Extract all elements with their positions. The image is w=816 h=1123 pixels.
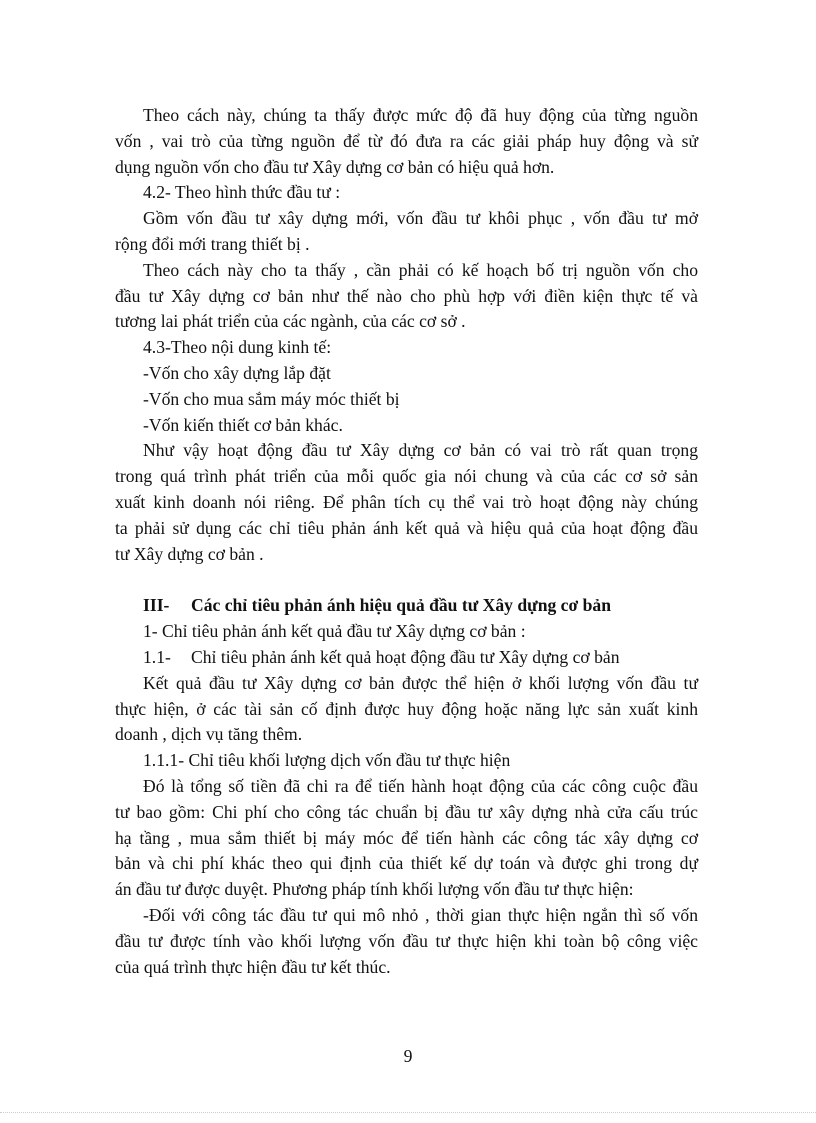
list-item: -Vốn cho mua sắm máy móc thiết bị [143,388,400,409]
paragraph-line: Kết quả đầu tư Xây dựng cơ bản được thể hiện ở khối lượng vốn đầu tư [143,672,698,693]
paragraph-line: bản và chi phí khác theo qui định của thiết kế dự toán và được ghi trong dự [115,853,698,874]
paragraph-line: doanh , dịch vụ tăng thêm. [115,724,303,745]
subheading-1-1-1: 1.1.1- Chỉ tiêu khối lượng dịch vốn đầu tư thực hiện [143,750,511,771]
page-body [115,103,698,980]
paragraph-line: đầu tư Xây dựng cơ bản như thế nào cho phù hợp với điền kiện thực tế và [115,285,698,306]
paragraph-line: trong quá trình phát triển của mỗi quốc gia nói chung và của các cơ sở sản [115,466,698,487]
paragraph-line: -Đối với công tác đầu tư qui mô nhỏ , thời gian thực hiện ngắn thì số vốn [143,904,698,925]
paragraph-line: rộng đổi mới trang thiết bị . [115,233,310,254]
paragraph-line: Theo cách này, chúng ta thấy được mức độ đã huy động của từng nguồn [143,105,698,125]
paragraph-line: Gồm vốn đầu tư xây dựng mới, vốn đầu tư khôi phục , vốn đầu tư mở [143,208,698,229]
subheading-1-1 [143,645,698,671]
subheading-title: Chỉ tiêu phản ánh kết quả hoạt động đầu tư Xây dựng cơ bản [191,646,620,667]
paragraph-line: tương lai phát triển của các ngành, của các cơ sở . [115,311,466,332]
list-item: -Vốn cho xây dựng lắp đặt [143,362,331,383]
paragraph-line: án đầu tư được duyệt. Phương pháp tính khối lượng vốn đầu tư thực hiện: [115,879,634,900]
paragraph-line: hạ tầng , mua sắm thiết bị máy móc để tiến hành các công tác xây dựng cơ [115,827,698,848]
paragraph-line: tư Xây dựng cơ bản . [115,543,264,564]
paragraph-line: Theo cách này cho ta thấy , cần phải có kế hoạch bố trị nguồn vốn cho [143,259,698,280]
page-bottom-border [0,1112,816,1113]
page-number: 9 [403,1046,413,1066]
subheading-number: 1.1- [143,646,171,667]
section-title: Các chỉ tiêu phản ánh hiệu quả đầu tư Xây dựng cơ bản [191,595,611,616]
paragraph-line: thực hiện, ở các tài sản cố định được huy động hoặc năng lực sản xuất kinh [115,698,698,719]
list-item: -Vốn kiến thiết cơ bản khác. [143,414,343,435]
paragraph-line: Đó là tổng số tiền đã chi ra để tiến hành hoạt động của các công cuộc đầu [143,775,698,796]
subheading-4-2: 4.2- Theo hình thức đầu tư : [143,182,341,203]
paragraph-line: của quá trình thực hiện đầu tư kết thúc. [115,956,391,977]
paragraph-line: ta phải sử dụng các chỉ tiêu phản ánh kết quả và hiệu quả của hoạt động đầu [115,517,698,538]
section-number: III- [143,595,170,616]
paragraph-line: tư bao gồm: Chi phí cho công tác chuẩn bị đầu tư xây dựng nhà cửa cấu trúc [115,801,698,822]
paragraph-line: đầu tư được tính vào khối lượng vốn đầu tư thực hiện khi toàn bộ công việc [115,930,698,951]
subheading-1: 1- Chỉ tiêu phản ánh kết quả đầu tư Xây dựng cơ bản : [143,621,526,642]
paragraph-line: dụng nguồn vốn cho đầu tư Xây dựng cơ bản có hiệu quả hơn. [115,156,555,177]
paragraph-line: vốn , vai trò của từng nguồn để từ đó đưa ra các giải pháp huy động và sử [115,130,698,151]
section-heading-iii [143,593,698,619]
paragraph-line: Như vậy hoạt động đầu tư Xây dựng cơ bản có vai trò rất quan trọng [143,440,698,461]
paragraph-line: xuất kinh doanh nói riêng. Để phân tích cụ thể vai trò hoạt động này chúng [115,491,698,512]
subheading-4-3: 4.3-Theo nội dung kinh tế: [143,337,332,358]
